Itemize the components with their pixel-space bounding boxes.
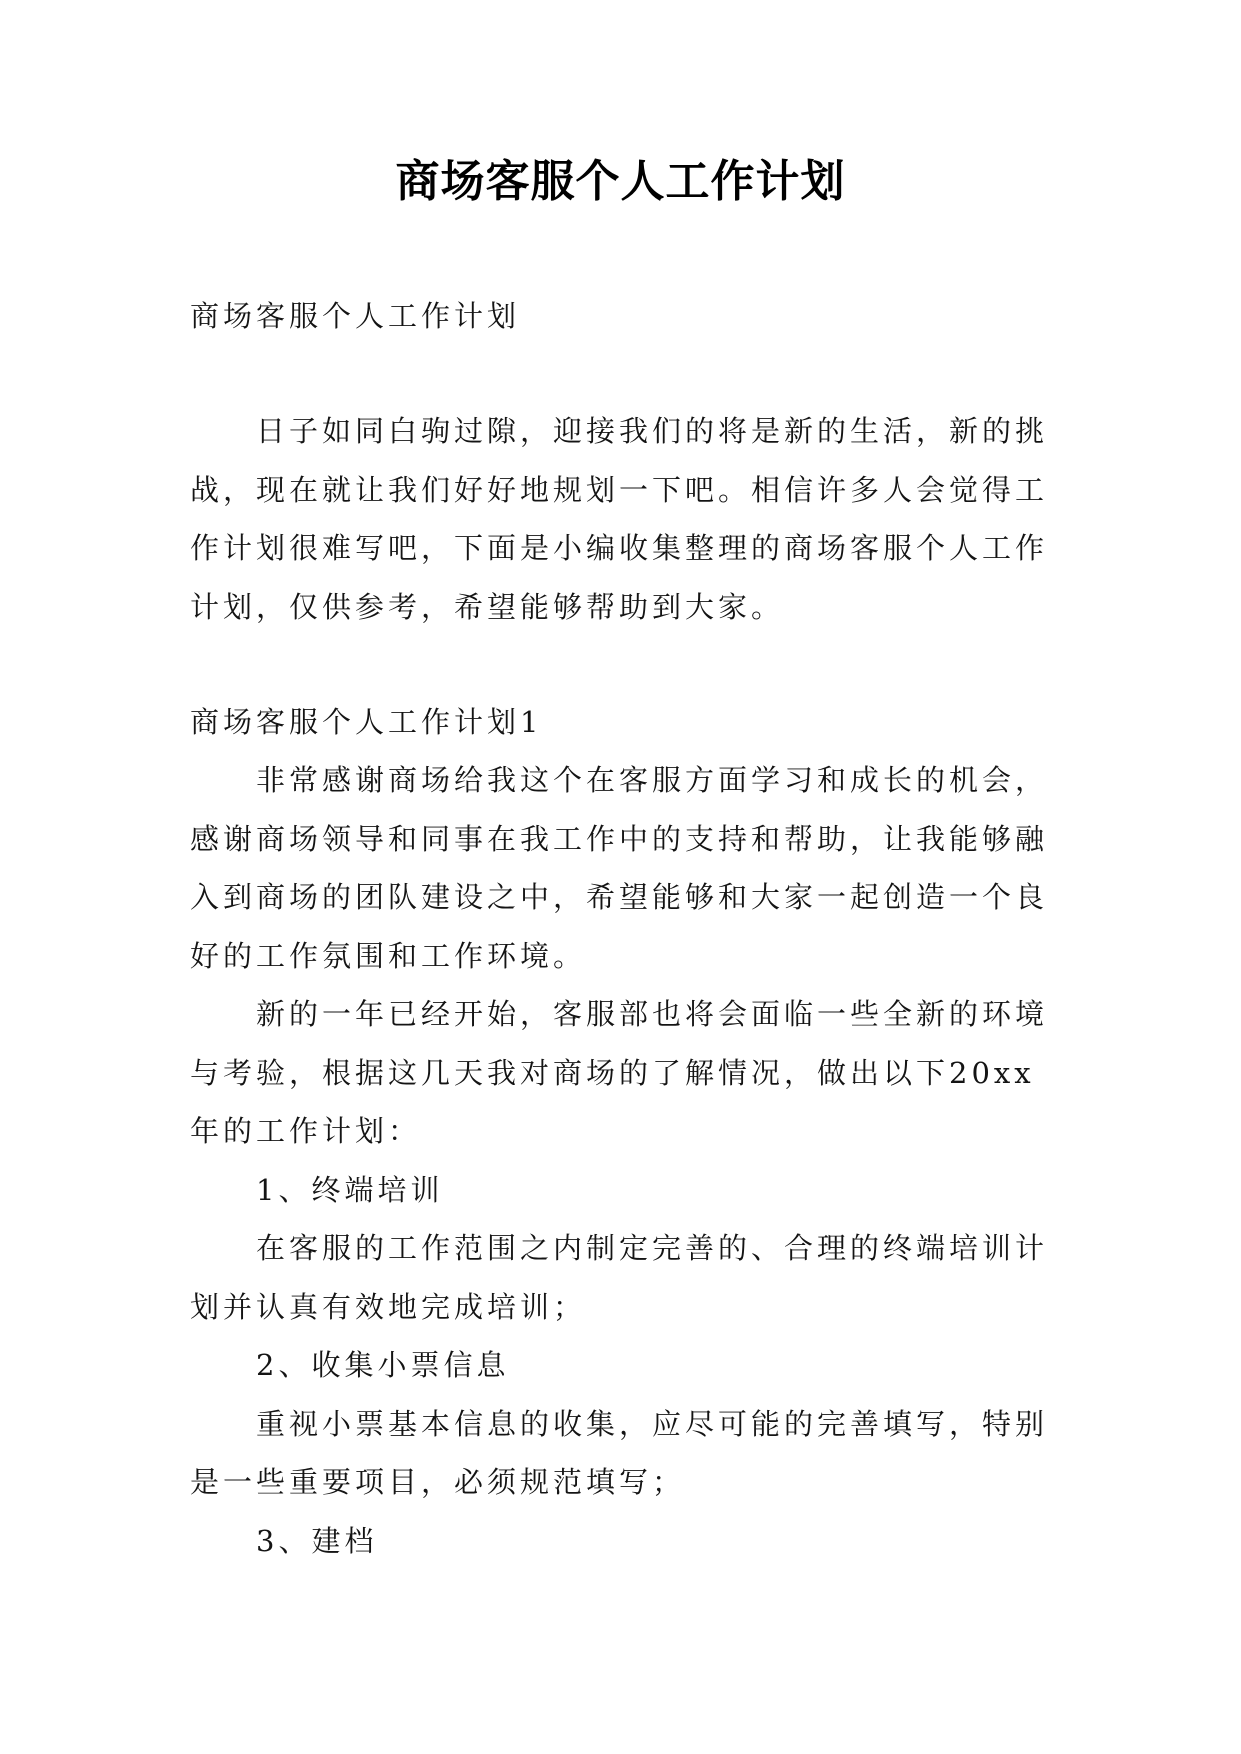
paragraph-line: 好的工作氛围和工作环境。 <box>190 938 587 973</box>
intro-paragraph <box>190 402 1052 636</box>
paragraph-line: 感谢商场领导和同事在我工作中的支持和帮助，让我能够融 <box>190 821 1049 856</box>
paragraph-line: 重视小票基本信息的收集，应尽可能的完善填写，特别 <box>256 1406 1049 1441</box>
paragraph-line: 日子如同白驹过隙，迎接我们的将是新的生活，新的挑 <box>256 414 1049 448</box>
paragraph-line: 非常感谢商场给我这个在客服方面学习和成长的机会， <box>256 763 1049 797</box>
thanks-paragraph <box>190 751 1052 985</box>
paragraph-line: 新的一年已经开始，客服部也将会面临一些全新的环境 <box>256 997 1049 1031</box>
plan-item-filing <box>190 1512 1052 1571</box>
paragraph-line: 入到商场的团队建设之中，希望能够和大家一起创造一个良 <box>190 880 1049 914</box>
paragraph-spacer <box>190 636 1052 693</box>
paragraph-line: 计划，仅供参考，希望能够帮助到大家。 <box>190 589 785 624</box>
paragraph-line: 作计划很难写吧，下面是小编收集整理的商场客服个人工作 <box>190 531 1049 565</box>
document-body <box>190 287 1052 1570</box>
document-title: 商场客服个人工作计划 <box>395 156 846 207</box>
paragraph-line: 战，现在就让我们好好地规划一下吧。相信许多人会觉得工 <box>190 472 1049 507</box>
paragraph-line: 与考验，根据这几天我对商场的了解情况，做出以下20xx <box>190 1055 1035 1090</box>
plan-item-receipt-info <box>190 1336 1052 1512</box>
new-year-paragraph <box>190 985 1052 1161</box>
paragraph-line: 在客服的工作范围之内制定完善的、合理的终端培训计 <box>256 1231 1049 1265</box>
section-heading: 商场客服个人工作计划1 <box>190 704 543 739</box>
document-subtitle: 商场客服个人工作计划 <box>190 299 521 333</box>
plan-item-heading: 1、终端培训 <box>256 1172 444 1207</box>
paragraph-line: 划并认真有效地完成培训； <box>190 1289 587 1324</box>
paragraph-spacer <box>190 346 1052 403</box>
paragraph-line: 是一些重要项目，必须规范填写； <box>190 1465 686 1499</box>
paragraph-line: 年的工作计划： <box>190 1114 422 1148</box>
plan-item-heading: 2、收集小票信息 <box>256 1348 510 1382</box>
plan-item-heading: 3、建档 <box>256 1523 378 1558</box>
plan-item-terminal-training <box>190 1161 1052 1337</box>
